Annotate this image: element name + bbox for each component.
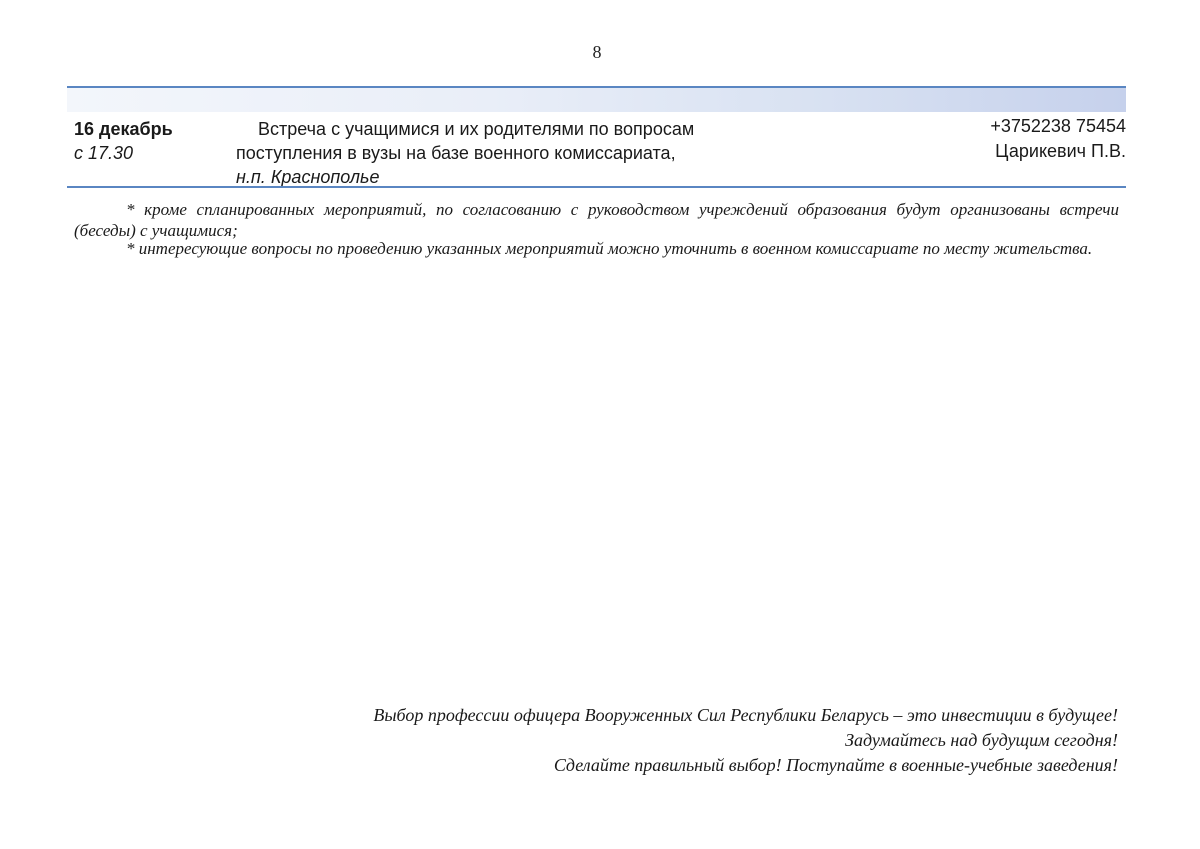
- footnote-questions: * интересующие вопросы по проведению указанных мероприятий можно уточнить в военном комиссариате по месту жительства.: [126, 239, 1093, 258]
- table-header-band: [67, 86, 1126, 112]
- footnote-planned-events: * кроме спланированных мероприятий, по согласованию с руководством учреждений образования будут организованы встречи (беседы) с учащимися;: [74, 200, 1119, 240]
- page-number: 8: [592, 42, 602, 62]
- contact-phone: +3752238 75454: [990, 116, 1126, 136]
- table-bottom-rule: [67, 186, 1126, 188]
- slogans-block: [118, 703, 1118, 778]
- slogan-think-future: Задумайтесь над будущим сегодня!: [845, 730, 1118, 750]
- event-date: 16 декабрь: [74, 119, 173, 139]
- event-description-line2: поступления в вузы на базе военного комиссариата,: [236, 143, 676, 163]
- slogan-investment: Выбор профессии офицера Вооруженных Сил Республики Беларусь – это инвестиции в будущее!: [373, 705, 1118, 725]
- slogan-right-choice: Сделайте правильный выбор! Поступайте в военные-учебные заведения!: [553, 755, 1118, 775]
- event-time: с 17.30: [74, 143, 134, 163]
- contact-person: Царикевич П.В.: [995, 141, 1126, 161]
- event-place: н.п. Краснополье: [236, 167, 380, 187]
- event-description-line1: Встреча с учащимися и их родителями по вопросам: [258, 119, 695, 139]
